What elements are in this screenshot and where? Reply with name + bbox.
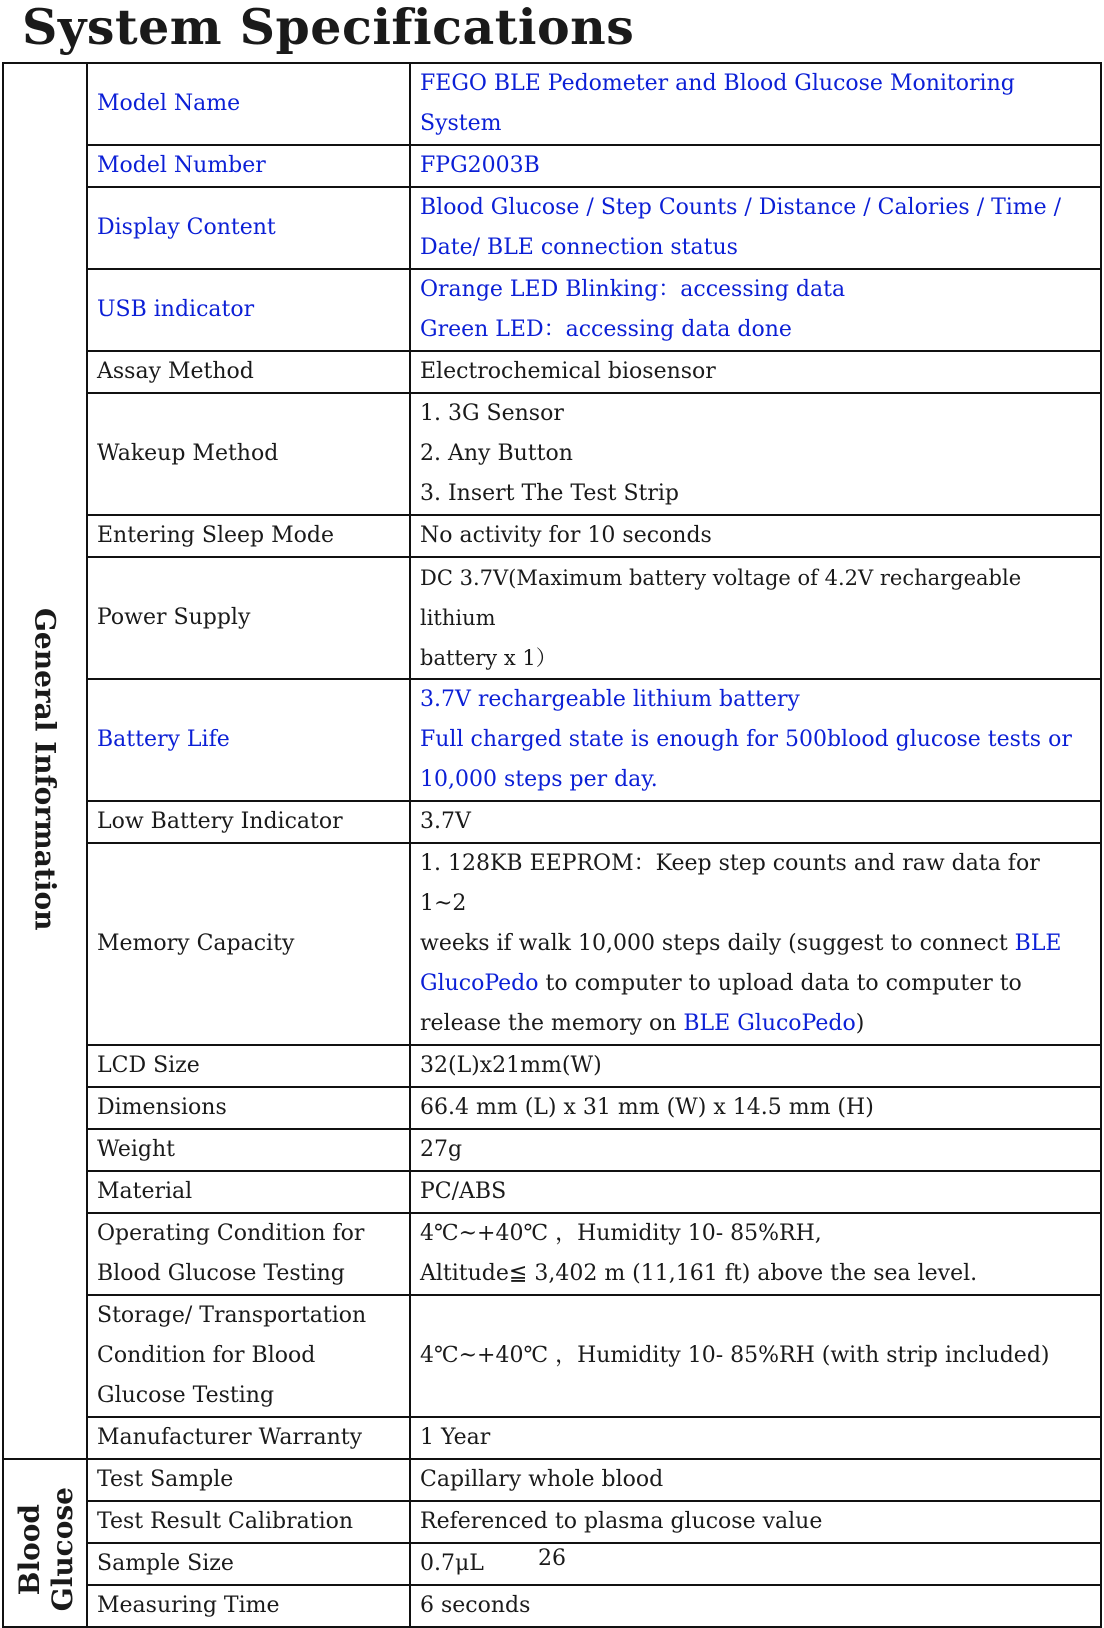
- spec-value: Electrochemical biosensor: [410, 351, 1101, 393]
- spec-key: Entering Sleep Mode: [87, 515, 410, 557]
- spec-key: Measuring Time: [87, 1585, 410, 1627]
- spec-key: Model Number: [87, 145, 410, 187]
- table-row: [3, 679, 1101, 801]
- table-row: [3, 1459, 1101, 1501]
- table-row: [3, 1501, 1101, 1543]
- page-number: 26: [538, 1546, 566, 1571]
- spec-key: Test Result Calibration: [87, 1501, 410, 1543]
- memory-text-1: 1. 128KB EEPROM：Keep step counts and raw data for 1~2 weeks if walk 10,000 steps daily (suggest to connect: [420, 851, 1040, 956]
- spec-key: Manufacturer Warranty: [87, 1417, 410, 1459]
- spec-value: 6 seconds: [410, 1585, 1101, 1627]
- spec-key: Memory Capacity: [87, 843, 410, 1045]
- spec-value: Orange LED Blinking：accessing data Green LED：accessing data done: [410, 269, 1101, 351]
- table-row: [3, 1129, 1101, 1171]
- spec-key: USB indicator: [87, 269, 410, 351]
- table-row: [3, 393, 1101, 515]
- memory-app-link-1: BLE GlucoPedo: [420, 931, 1062, 996]
- spec-key: Assay Method: [87, 351, 410, 393]
- spec-value: DC 3.7V(Maximum battery voltage of 4.2V rechargeable lithium battery x 1）: [410, 557, 1101, 679]
- spec-value: 3.7V: [410, 801, 1101, 843]
- table-row: [3, 1213, 1101, 1295]
- spec-key: Sample Size: [87, 1543, 410, 1585]
- table-row: [3, 1045, 1101, 1087]
- spec-value: Blood Glucose / Step Counts / Distance / Calories / Time / Date/ BLE connection status: [410, 187, 1101, 269]
- spec-key: Low Battery Indicator: [87, 801, 410, 843]
- spec-value: FEGO BLE Pedometer and Blood Glucose Monitoring System: [410, 63, 1101, 145]
- spec-value: 4℃~+40℃ ，Humidity 10- 85%RH (with strip included): [410, 1295, 1101, 1417]
- spec-value: 32(L)x21mm(W): [410, 1045, 1101, 1087]
- spec-value: 1 Year: [410, 1417, 1101, 1459]
- spec-key: Material: [87, 1171, 410, 1213]
- spec-key: Dimensions: [87, 1087, 410, 1129]
- spec-key: Test Sample: [87, 1459, 410, 1501]
- section-blood-glucose: [3, 1459, 87, 1627]
- table-row: [3, 843, 1101, 1045]
- spec-value: Referenced to plasma glucose value: [410, 1501, 1101, 1543]
- memory-text-3: ): [855, 1011, 865, 1036]
- table-row: [3, 63, 1101, 145]
- specifications-table: [2, 62, 1102, 1628]
- table-row: [3, 1171, 1101, 1213]
- spec-key: LCD Size: [87, 1045, 410, 1087]
- spec-key: Wakeup Method: [87, 393, 410, 515]
- spec-value: No activity for 10 seconds: [410, 515, 1101, 557]
- table-row: [3, 1585, 1101, 1627]
- memory-text-2: to computer to upload data to computer to release the memory on: [420, 971, 1022, 1036]
- spec-value: [410, 843, 1101, 1045]
- spec-value: 1. 3G Sensor 2. Any Button 3. Insert The Test Strip: [410, 393, 1101, 515]
- section-label-blood-glucose: Blood Glucose: [13, 1486, 79, 1612]
- table-row: [3, 1295, 1101, 1417]
- table-row: [3, 557, 1101, 679]
- memory-app-link-2: BLE GlucoPedo: [683, 1011, 856, 1036]
- spec-key: Operating Condition for Blood Glucose Testing: [87, 1213, 410, 1295]
- spec-value: 66.4 mm (L) x 31 mm (W) x 14.5 mm (H): [410, 1087, 1101, 1129]
- section-general-information: [3, 63, 87, 1459]
- table-row: [3, 187, 1101, 269]
- table-row: [3, 801, 1101, 843]
- spec-key: Weight: [87, 1129, 410, 1171]
- table-row: [3, 515, 1101, 557]
- spec-value: 3.7V rechargeable lithium battery Full charged state is enough for 500blood glucose tests or 10,000 steps per day.: [410, 679, 1101, 801]
- spec-value: FPG2003B: [410, 145, 1101, 187]
- table-row: [3, 145, 1101, 187]
- page-title: System Specifications: [22, 0, 635, 56]
- spec-key: Model Name: [87, 63, 410, 145]
- spec-value: PC/ABS: [410, 1171, 1101, 1213]
- table-row: [3, 269, 1101, 351]
- spec-key: Storage/ Transportation Condition for Blood Glucose Testing: [87, 1295, 410, 1417]
- spec-value: 27g: [410, 1129, 1101, 1171]
- table-row: [3, 351, 1101, 393]
- spec-key: Battery Life: [87, 679, 410, 801]
- table-row: [3, 1417, 1101, 1459]
- table-row: [3, 1087, 1101, 1129]
- spec-key: Display Content: [87, 187, 410, 269]
- spec-value: 4℃~+40℃ ，Humidity 10- 85%RH, Altitude≦ 3,402 m (11,161 ft) above the sea level.: [410, 1213, 1101, 1295]
- spec-value: 0.7μL: [410, 1543, 1101, 1585]
- section-label-general: General Information: [28, 607, 62, 931]
- spec-value: Capillary whole blood: [410, 1459, 1101, 1501]
- spec-key: Power Supply: [87, 557, 410, 679]
